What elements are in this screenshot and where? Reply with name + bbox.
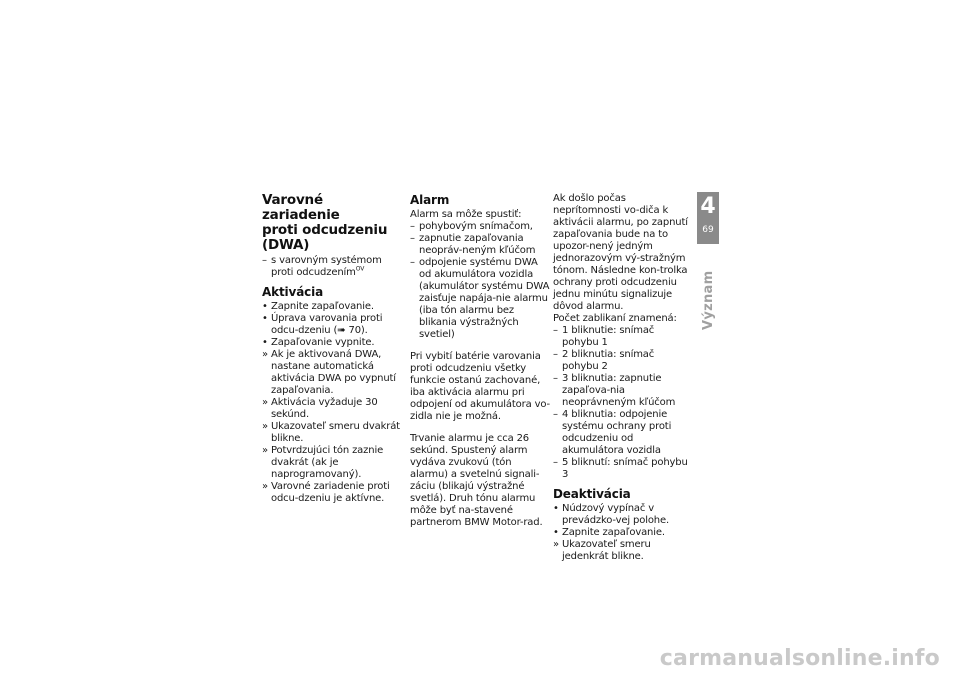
dash-marker: – <box>553 409 558 420</box>
list-item-text: 3 bliknutia: zapnutie zapaľova-nia neoprávneným kľúčom <box>562 373 676 408</box>
list-item <box>262 349 402 397</box>
battery-paragraph: Pri vybití batérie varovania proti odcudzeniu všetky funkcie ostanú zachované, iba aktivácia alarmu pri odpojení od akumulátora vo-zidla nie je možná. <box>410 351 550 422</box>
list-item-text: Ak je aktivovaná DWA, nastane automatická aktivácia DWA po vypnutí zapaľovania. <box>271 349 396 396</box>
list-item-text: Zapnite zapaľovanie. <box>562 527 665 538</box>
list-item <box>553 539 693 563</box>
list-item-text: odpojenie systému DWA od akumulátora vozidla (akumulátor systému DWA zaisťuje napája-nie alarmu (iba tón alarmu bez blikania výstražných svetiel) <box>419 257 550 340</box>
list-item-text: Zapnite zapaľovanie. <box>271 301 374 312</box>
list-item <box>553 373 693 409</box>
section-heading-deactivation: Deaktivácia <box>553 487 631 501</box>
dash-marker: – <box>553 325 558 336</box>
page-title <box>262 193 402 253</box>
dash-marker: – <box>553 349 558 360</box>
section-heading-alarm: Alarm <box>410 193 450 207</box>
deactivation-list <box>553 503 693 563</box>
list-marker: » <box>262 421 268 432</box>
list-item <box>553 349 693 373</box>
list-marker: » <box>262 445 268 456</box>
list-item <box>262 313 402 337</box>
list-item-text: Úprava varovania proti odcu-dzeniu (➠ 70). <box>271 313 383 336</box>
list-marker: • <box>262 301 268 312</box>
activation-list <box>262 301 402 505</box>
list-item <box>553 527 693 539</box>
list-item <box>553 409 693 457</box>
list-item <box>410 257 550 341</box>
list-item <box>262 445 402 481</box>
list-marker: • <box>262 337 268 348</box>
list-item-text: Aktivácia vyžaduje 30 sekúnd. <box>271 397 378 420</box>
list-item <box>553 457 693 481</box>
list-marker: • <box>553 527 559 538</box>
list-marker: » <box>262 481 268 492</box>
list-item-text: Ukazovateľ smeru jedenkrát blikne. <box>562 539 651 562</box>
list-item <box>262 421 402 445</box>
list-item-text: zapnutie zapaľovania neopráv-neným kľúčom <box>419 233 536 256</box>
dash-marker: – <box>553 373 558 384</box>
list-item <box>553 325 693 349</box>
list-item <box>262 337 402 349</box>
list-item-text: Potvrdzujúci tón zaznie dvakrát (ak je naprogramovaný). <box>271 445 384 480</box>
list-item-text: Ukazovateľ smeru dvakrát blikne. <box>271 421 400 444</box>
column-1 <box>262 193 402 505</box>
dash-marker: – <box>410 233 415 244</box>
column-2 <box>410 193 550 529</box>
list-item-text: Núdzový vypínač v prevádzko-vej polohe. <box>562 503 670 526</box>
alarm-trigger-list <box>410 221 550 341</box>
list-marker: • <box>262 313 268 324</box>
intro-text: s varovným systémom proti odcudzením <box>271 255 382 278</box>
blink-count-intro: Počet zablikaní znamená: <box>553 313 677 324</box>
alarm-intro: Alarm sa môže spustiť: <box>410 209 522 220</box>
page-title-line-2: proti odcudzeniu (DWA) <box>262 222 388 253</box>
dash-marker: – <box>410 257 415 268</box>
watermark: carmanualsonline.info <box>659 646 940 671</box>
list-item-text: 1 bliknutie: snímač pohybu 1 <box>562 325 655 348</box>
option-superscript: OV <box>355 265 365 273</box>
list-marker: • <box>553 503 559 514</box>
list-item <box>410 221 550 233</box>
list-item <box>262 301 402 313</box>
dash-marker: – <box>262 255 267 266</box>
list-marker: » <box>553 539 559 550</box>
alarm-notice-paragraph: Ak došlo počas neprítomnosti vo-diča k aktivácii alarmu, po zapnutí zapaľovania bude na to upozor-nený jedným jednorazovým vý-stražným tónom. Následne kon-trolka ochrany proti odcudzeniu jednu minútu signalizuje dôvod alarmu. <box>553 193 688 312</box>
alarm-duration-paragraph: Trvanie alarmu je cca 26 sekúnd. Spustený alarm vydáva zvukovú (tón alarmu) a svetelnú signali-záciu (blikajú výstražné svetlá). Druh tónu alarmu môže byť na-stavené partnerom BMW Motor-rad. <box>410 433 543 528</box>
list-item <box>262 481 402 505</box>
list-item <box>410 233 550 257</box>
intro-list <box>262 255 402 279</box>
blink-code-list <box>553 325 693 481</box>
list-item-text: pohybovým snímačom, <box>419 221 533 232</box>
chapter-number: 4 <box>700 194 716 219</box>
list-item-text: 2 bliknutia: snímač pohybu 2 <box>562 349 655 372</box>
list-marker: » <box>262 397 268 408</box>
list-item-text: Varovné zariadenie proti odcu-dzeniu je aktívne. <box>271 481 390 504</box>
intro-item <box>262 255 402 279</box>
list-item-text: 5 bliknutí: snímač pohybu 3 <box>562 457 688 480</box>
list-item-text: Zapaľovanie vypnite. <box>271 337 375 348</box>
dash-marker: – <box>410 221 415 232</box>
dash-marker: – <box>553 457 558 468</box>
chapter-section-label: Význam <box>701 270 716 330</box>
section-heading-activation: Aktivácia <box>262 285 324 299</box>
list-item <box>262 397 402 421</box>
page-title-line-1: Varovné zariadenie <box>262 192 340 223</box>
list-item-text: 4 bliknutia: odpojenie systému ochrany proti odcudzeniu od akumulátora vozidla <box>562 409 672 456</box>
column-3 <box>553 193 693 563</box>
list-item <box>553 503 693 527</box>
list-marker: » <box>262 349 268 360</box>
chapter-tab <box>697 192 719 244</box>
page-number: 69 <box>702 225 714 235</box>
